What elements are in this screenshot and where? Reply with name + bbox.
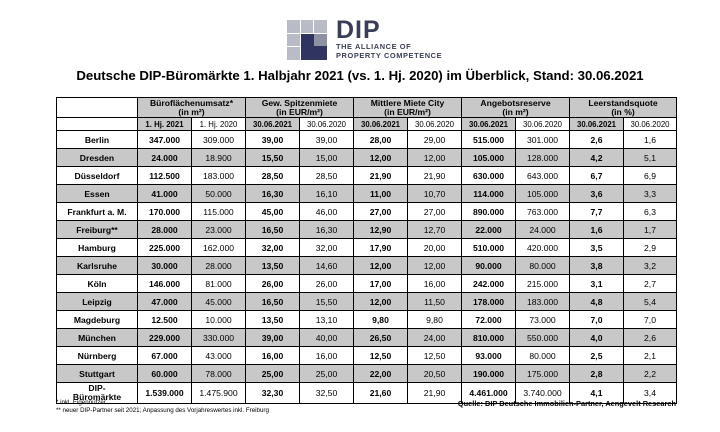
value-cell: 46,00 bbox=[300, 203, 354, 221]
group-header: Mittlere Miete City (in EUR/m²) bbox=[354, 98, 462, 118]
value-cell: 24.000 bbox=[516, 221, 570, 239]
value-cell: 4,0 bbox=[570, 329, 624, 347]
value-cell: 21,90 bbox=[408, 167, 462, 185]
subheader-cell: 30.06.2020 bbox=[516, 118, 570, 131]
value-cell: 16,00 bbox=[408, 275, 462, 293]
value-cell: 15,50 bbox=[246, 149, 300, 167]
value-cell: 28.000 bbox=[192, 257, 246, 275]
value-cell: 4,2 bbox=[570, 149, 624, 167]
value-cell: 16,30 bbox=[246, 185, 300, 203]
city-cell: Stuttgart bbox=[57, 365, 138, 383]
total-cell: 1.475.900 bbox=[192, 383, 246, 404]
total-cell: 32,50 bbox=[300, 383, 354, 404]
value-cell: 12,90 bbox=[354, 221, 408, 239]
subheader-cell: 30.06.2020 bbox=[300, 118, 354, 131]
value-cell: 40,00 bbox=[300, 329, 354, 347]
value-cell: 14,60 bbox=[300, 257, 354, 275]
value-cell: 29,00 bbox=[408, 131, 462, 149]
value-cell: 347.000 bbox=[138, 131, 192, 149]
value-cell: 105.000 bbox=[462, 149, 516, 167]
value-cell: 39,00 bbox=[246, 329, 300, 347]
value-cell: 39,00 bbox=[300, 131, 354, 149]
table-row bbox=[57, 167, 677, 185]
table-row bbox=[57, 275, 677, 293]
value-cell: 28,00 bbox=[354, 131, 408, 149]
value-cell: 23.000 bbox=[192, 221, 246, 239]
value-cell: 3,3 bbox=[624, 185, 677, 203]
value-cell: 20,00 bbox=[408, 239, 462, 257]
value-cell: 45,00 bbox=[246, 203, 300, 221]
value-cell: 90.000 bbox=[462, 257, 516, 275]
value-cell: 643.000 bbox=[516, 167, 570, 185]
table-row bbox=[57, 257, 677, 275]
value-cell: 26,00 bbox=[246, 275, 300, 293]
value-cell: 10.000 bbox=[192, 311, 246, 329]
value-cell: 9,80 bbox=[408, 311, 462, 329]
subheader-cell: 30.06.2021 bbox=[246, 118, 300, 131]
value-cell: 215.000 bbox=[516, 275, 570, 293]
value-cell: 2,1 bbox=[624, 347, 677, 365]
value-cell: 183.000 bbox=[192, 167, 246, 185]
value-cell: 146.000 bbox=[138, 275, 192, 293]
value-cell: 183.000 bbox=[516, 293, 570, 311]
value-cell: 50.000 bbox=[192, 185, 246, 203]
footnote: ** neuer DIP-Partner seit 2021; Anpassung des Vorjahreswertes inkl. Freiburg bbox=[56, 407, 269, 414]
footnote: * inkl. Eigennutzer bbox=[56, 399, 106, 406]
total-cell: 21,90 bbox=[408, 383, 462, 404]
table-row bbox=[57, 239, 677, 257]
value-cell: 25,00 bbox=[300, 365, 354, 383]
value-cell: 5,1 bbox=[624, 149, 677, 167]
logo-name: DIP bbox=[336, 16, 381, 44]
group-header: Angebotsreserve (in m²) bbox=[462, 98, 570, 118]
total-label: DIP- Büromärkte bbox=[57, 383, 138, 404]
table-row bbox=[57, 203, 677, 221]
value-cell: 2,9 bbox=[624, 239, 677, 257]
value-cell: 301.000 bbox=[516, 131, 570, 149]
value-cell: 27,00 bbox=[408, 203, 462, 221]
value-cell: 510.000 bbox=[462, 239, 516, 257]
value-cell: 72.000 bbox=[462, 311, 516, 329]
city-cell: Düsseldorf bbox=[57, 167, 138, 185]
value-cell: 6,9 bbox=[624, 167, 677, 185]
total-cell: 1.539.000 bbox=[138, 383, 192, 404]
value-cell: 105.000 bbox=[516, 185, 570, 203]
value-cell: 128.000 bbox=[516, 149, 570, 167]
value-cell: 170.000 bbox=[138, 203, 192, 221]
value-cell: 28,50 bbox=[300, 167, 354, 185]
value-cell: 20,50 bbox=[408, 365, 462, 383]
value-cell: 229.000 bbox=[138, 329, 192, 347]
value-cell: 1,6 bbox=[570, 221, 624, 239]
value-cell: 93.000 bbox=[462, 347, 516, 365]
group-header: Leerstandsquote (in %) bbox=[570, 98, 677, 118]
city-cell: Berlin bbox=[57, 131, 138, 149]
total-cell: 3.740.000 bbox=[516, 383, 570, 404]
value-cell: 2,2 bbox=[624, 365, 677, 383]
value-cell: 4,8 bbox=[570, 293, 624, 311]
value-cell: 16,30 bbox=[300, 221, 354, 239]
value-cell: 12,70 bbox=[408, 221, 462, 239]
value-cell: 190.000 bbox=[462, 365, 516, 383]
value-cell: 45.000 bbox=[192, 293, 246, 311]
value-cell: 73.000 bbox=[516, 311, 570, 329]
value-cell: 2,6 bbox=[624, 329, 677, 347]
value-cell: 32,00 bbox=[246, 239, 300, 257]
city-cell: Magdeburg bbox=[57, 311, 138, 329]
value-cell: 6,7 bbox=[570, 167, 624, 185]
value-cell: 178.000 bbox=[462, 293, 516, 311]
value-cell: 16,00 bbox=[300, 347, 354, 365]
value-cell: 3,2 bbox=[624, 257, 677, 275]
value-cell: 890.000 bbox=[462, 203, 516, 221]
value-cell: 12,00 bbox=[354, 293, 408, 311]
city-cell: Karlsruhe bbox=[57, 257, 138, 275]
total-cell: 4,1 bbox=[570, 383, 624, 404]
city-cell: München bbox=[57, 329, 138, 347]
city-cell: Köln bbox=[57, 275, 138, 293]
value-cell: 47.000 bbox=[138, 293, 192, 311]
value-cell: 12,50 bbox=[354, 347, 408, 365]
value-cell: 763.000 bbox=[516, 203, 570, 221]
value-cell: 6,3 bbox=[624, 203, 677, 221]
table-body bbox=[57, 131, 677, 383]
city-cell: Frankfurt a. M. bbox=[57, 203, 138, 221]
value-cell: 225.000 bbox=[138, 239, 192, 257]
value-cell: 16,10 bbox=[300, 185, 354, 203]
table-row bbox=[57, 149, 677, 167]
value-cell: 242.000 bbox=[462, 275, 516, 293]
table-row bbox=[57, 131, 677, 149]
value-cell: 330.000 bbox=[192, 329, 246, 347]
value-cell: 162.000 bbox=[192, 239, 246, 257]
total-cell: 4.461.000 bbox=[462, 383, 516, 404]
footnotes bbox=[56, 399, 269, 415]
value-cell: 2,7 bbox=[624, 275, 677, 293]
subheader-cell: 30.06.2020 bbox=[624, 118, 677, 131]
value-cell: 7,0 bbox=[624, 311, 677, 329]
table-row bbox=[57, 293, 677, 311]
corner-cell bbox=[57, 98, 138, 118]
dip-logo bbox=[287, 16, 487, 60]
value-cell: 12,00 bbox=[354, 149, 408, 167]
table-row bbox=[57, 329, 677, 347]
city-cell: Freiburg** bbox=[57, 221, 138, 239]
value-cell: 2,8 bbox=[570, 365, 624, 383]
group-header-row bbox=[57, 98, 677, 118]
value-cell: 24.000 bbox=[138, 149, 192, 167]
value-cell: 1,6 bbox=[624, 131, 677, 149]
subheader-cell: 30.06.2021 bbox=[354, 118, 408, 131]
value-cell: 60.000 bbox=[138, 365, 192, 383]
value-cell: 13,50 bbox=[246, 311, 300, 329]
value-cell: 12,00 bbox=[408, 257, 462, 275]
value-cell: 3,5 bbox=[570, 239, 624, 257]
value-cell: 24,00 bbox=[408, 329, 462, 347]
value-cell: 810.000 bbox=[462, 329, 516, 347]
value-cell: 7,7 bbox=[570, 203, 624, 221]
total-cell: 32,30 bbox=[246, 383, 300, 404]
total-cell: 3,4 bbox=[624, 383, 677, 404]
value-cell: 10,70 bbox=[408, 185, 462, 203]
value-cell: 114.000 bbox=[462, 185, 516, 203]
city-cell: Hamburg bbox=[57, 239, 138, 257]
value-cell: 22,00 bbox=[354, 365, 408, 383]
value-cell: 26,00 bbox=[300, 275, 354, 293]
value-cell: 11,50 bbox=[408, 293, 462, 311]
value-cell: 420.000 bbox=[516, 239, 570, 257]
value-cell: 7,0 bbox=[570, 311, 624, 329]
value-cell: 67.000 bbox=[138, 347, 192, 365]
dip-logo-mark bbox=[287, 20, 327, 60]
value-cell: 12,50 bbox=[408, 347, 462, 365]
value-cell: 12,00 bbox=[354, 257, 408, 275]
city-cell: Essen bbox=[57, 185, 138, 203]
logo-tagline-1: THE ALLIANCE OF bbox=[336, 42, 412, 51]
table-row bbox=[57, 311, 677, 329]
source-note: Quelle: DIP Deutsche Immobilien-Partner, Aengevelt Research bbox=[457, 399, 676, 408]
value-cell: 16,00 bbox=[246, 347, 300, 365]
value-cell: 25,00 bbox=[246, 365, 300, 383]
group-header: Gew. Spitzenmiete (in EUR/m²) bbox=[246, 98, 354, 118]
value-cell: 15,00 bbox=[300, 149, 354, 167]
value-cell: 16,50 bbox=[246, 293, 300, 311]
subheader-cell: 1. Hj. 2020 bbox=[192, 118, 246, 131]
value-cell: 28,50 bbox=[246, 167, 300, 185]
value-cell: 3,6 bbox=[570, 185, 624, 203]
value-cell: 3,1 bbox=[570, 275, 624, 293]
value-cell: 28.000 bbox=[138, 221, 192, 239]
value-cell: 2,6 bbox=[570, 131, 624, 149]
value-cell: 175.000 bbox=[516, 365, 570, 383]
table-row bbox=[57, 347, 677, 365]
subheader-cell: 30.06.2021 bbox=[570, 118, 624, 131]
value-cell: 630.000 bbox=[462, 167, 516, 185]
group-header: Büroflächenumsatz* (in m²) bbox=[138, 98, 246, 118]
value-cell: 22.000 bbox=[462, 221, 516, 239]
value-cell: 78.000 bbox=[192, 365, 246, 383]
value-cell: 80.000 bbox=[516, 257, 570, 275]
value-cell: 11,00 bbox=[354, 185, 408, 203]
value-cell: 15,50 bbox=[300, 293, 354, 311]
subheader-cell: 1. Hj. 2021 bbox=[138, 118, 192, 131]
corner-cell bbox=[57, 118, 138, 131]
office-market-table bbox=[56, 97, 677, 404]
value-cell: 43.000 bbox=[192, 347, 246, 365]
value-cell: 81.000 bbox=[192, 275, 246, 293]
value-cell: 17,90 bbox=[354, 239, 408, 257]
value-cell: 12.500 bbox=[138, 311, 192, 329]
value-cell: 2,5 bbox=[570, 347, 624, 365]
value-cell: 26,50 bbox=[354, 329, 408, 347]
value-cell: 3,8 bbox=[570, 257, 624, 275]
value-cell: 5,4 bbox=[624, 293, 677, 311]
value-cell: 112.500 bbox=[138, 167, 192, 185]
value-cell: 13,50 bbox=[246, 257, 300, 275]
total-cell: 21,60 bbox=[354, 383, 408, 404]
value-cell: 18.900 bbox=[192, 149, 246, 167]
table-row bbox=[57, 365, 677, 383]
value-cell: 550.000 bbox=[516, 329, 570, 347]
value-cell: 17,00 bbox=[354, 275, 408, 293]
table-row bbox=[57, 185, 677, 203]
logo-tagline-2: PROPERTY COMPETENCE bbox=[336, 50, 443, 60]
subheader-cell: 30.06.2021 bbox=[462, 118, 516, 131]
subheader-row bbox=[57, 118, 677, 131]
table-row bbox=[57, 221, 677, 239]
value-cell: 41.000 bbox=[138, 185, 192, 203]
city-cell: Leipzig bbox=[57, 293, 138, 311]
document-title: Deutsche DIP-Büromärkte 1. Halbjahr 2021 (vs. 1. Hj. 2020) im Überblick, Stand: 30.06.2021 bbox=[76, 68, 644, 83]
value-cell: 80.000 bbox=[516, 347, 570, 365]
value-cell: 115.000 bbox=[192, 203, 246, 221]
value-cell: 39,00 bbox=[246, 131, 300, 149]
value-cell: 515.000 bbox=[462, 131, 516, 149]
value-cell: 9,80 bbox=[354, 311, 408, 329]
value-cell: 12,00 bbox=[408, 149, 462, 167]
value-cell: 32,00 bbox=[300, 239, 354, 257]
city-cell: Dresden bbox=[57, 149, 138, 167]
value-cell: 16,50 bbox=[246, 221, 300, 239]
subheader-cell: 30.06.2020 bbox=[408, 118, 462, 131]
city-cell: Nürnberg bbox=[57, 347, 138, 365]
value-cell: 309.000 bbox=[192, 131, 246, 149]
value-cell: 13,10 bbox=[300, 311, 354, 329]
value-cell: 1,7 bbox=[624, 221, 677, 239]
value-cell: 30.000 bbox=[138, 257, 192, 275]
value-cell: 27,00 bbox=[354, 203, 408, 221]
value-cell: 21,90 bbox=[354, 167, 408, 185]
